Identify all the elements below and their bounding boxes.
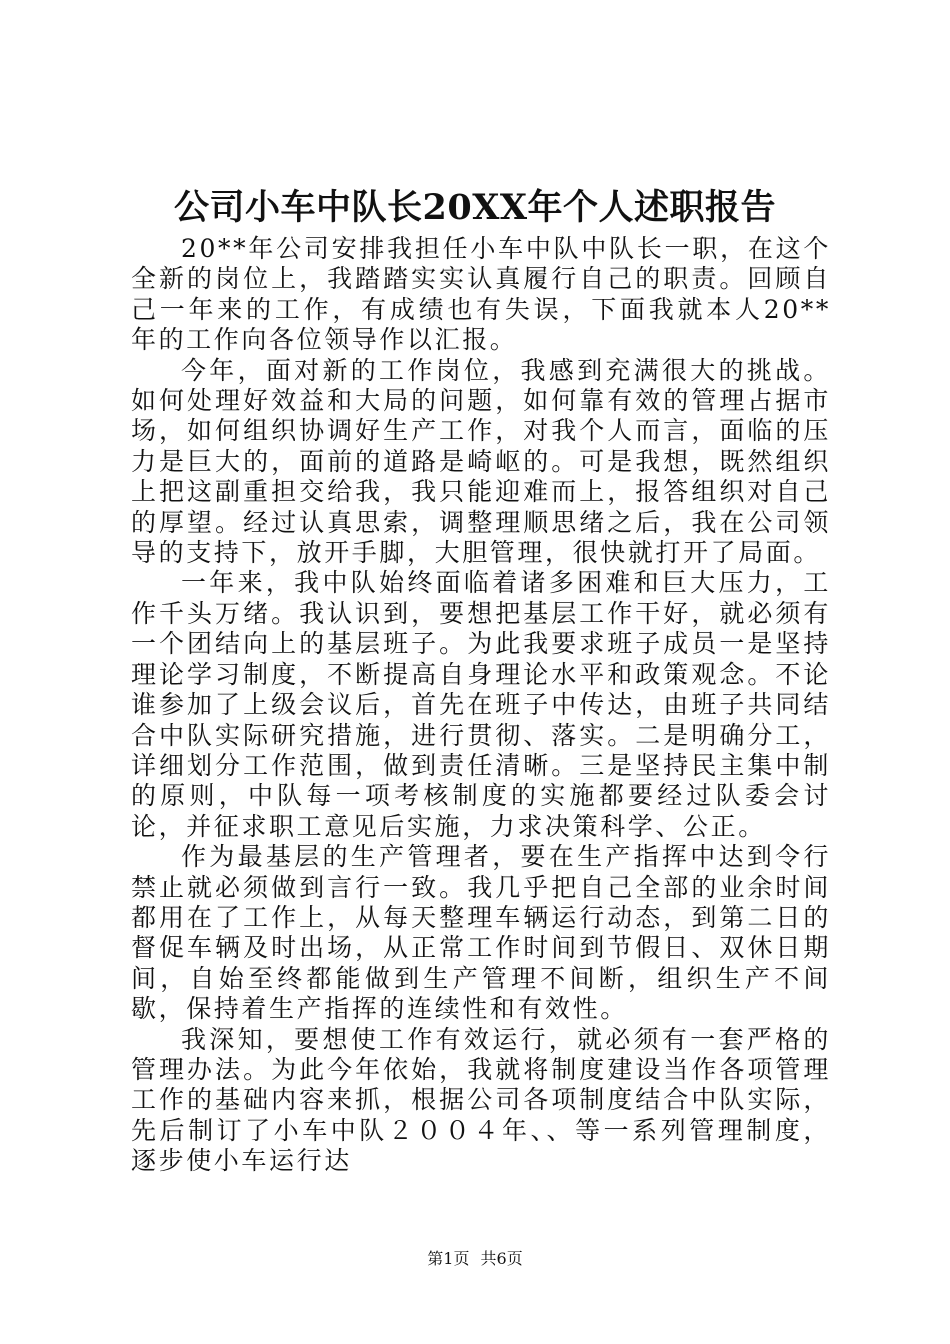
document-title: 公司小车中队长20XX年个人述职报告 (173, 187, 777, 228)
paragraph: 今年，面对新的工作岗位，我感到充满很大的挑战。如何处理好效益和大局的问题，如何靠有效的管理占据市场，如何组织协调好生产工作，对我个人而言，面临的压力是巨大的，面前的道路是崎岖的。可是我想，既然组织上把这副重担交给我，我只能迎难而上，报答组织对自己的厚望。经过认真思索，调整理顺思绪之后，我在公司领导的支持下，放开手脚，大胆管理，很快就打开了局面。 (131, 355, 831, 568)
paragraph: 作为最基层的生产管理者，要在生产指挥中达到令行禁止就必须做到言行一致。我几乎把自己全部的业余时间都用在了工作上，从每天整理车辆运行动态，到第二日的督促车辆及时出场，从正常工作时间到节假日、双休日期间，自始至终都能做到生产管理不间断，组织生产不间歇，保持着生产指挥的连续性和有效性。 (131, 842, 831, 1024)
paragraph: 20**年公司安排我担任小车中队中队长一职，在这个全新的岗位上，我踏踏实实认真履行自己的职责。回顾自己一年来的工作，有成绩也有失误，下面我就本人20**年的工作向各位领导作以汇报。 (131, 234, 831, 355)
page-number: 第1页 (427, 1249, 470, 1268)
paragraph: 我深知，要想使工作有效运行，就必须有一套严格的管理办法。为此今年依始，我就将制度建设当作各项管理工作的基础内容来抓，根据公司各项制度结合中队实际，先后制订了小车中队２００４年、、等一系列管理制度，逐步使小车运行达 (131, 1024, 831, 1176)
page-footer (0, 1248, 950, 1270)
total-pages: 共6页 (480, 1249, 523, 1268)
paragraph: 一年来，我中队始终面临着诸多困难和巨大压力，工作千头万绪。我认识到，要想把基层工作干好，就必须有一个团结向上的基层班子。为此我要求班子成员一是坚持理论学习制度，不断提高自身理论水平和政策观念。不论谁参加了上级会议后，首先在班子中传达，由班子共同结合中队实际研究措施，进行贯彻、落实。二是明确分工，详细划分工作范围，做到责任清晰。三是坚持民主集中制的原则，中队每一项考核制度的实施都要经过队委会讨论，并征求职工意见后实施，力求决策科学、公正。 (131, 568, 831, 841)
document-body (131, 234, 831, 1177)
